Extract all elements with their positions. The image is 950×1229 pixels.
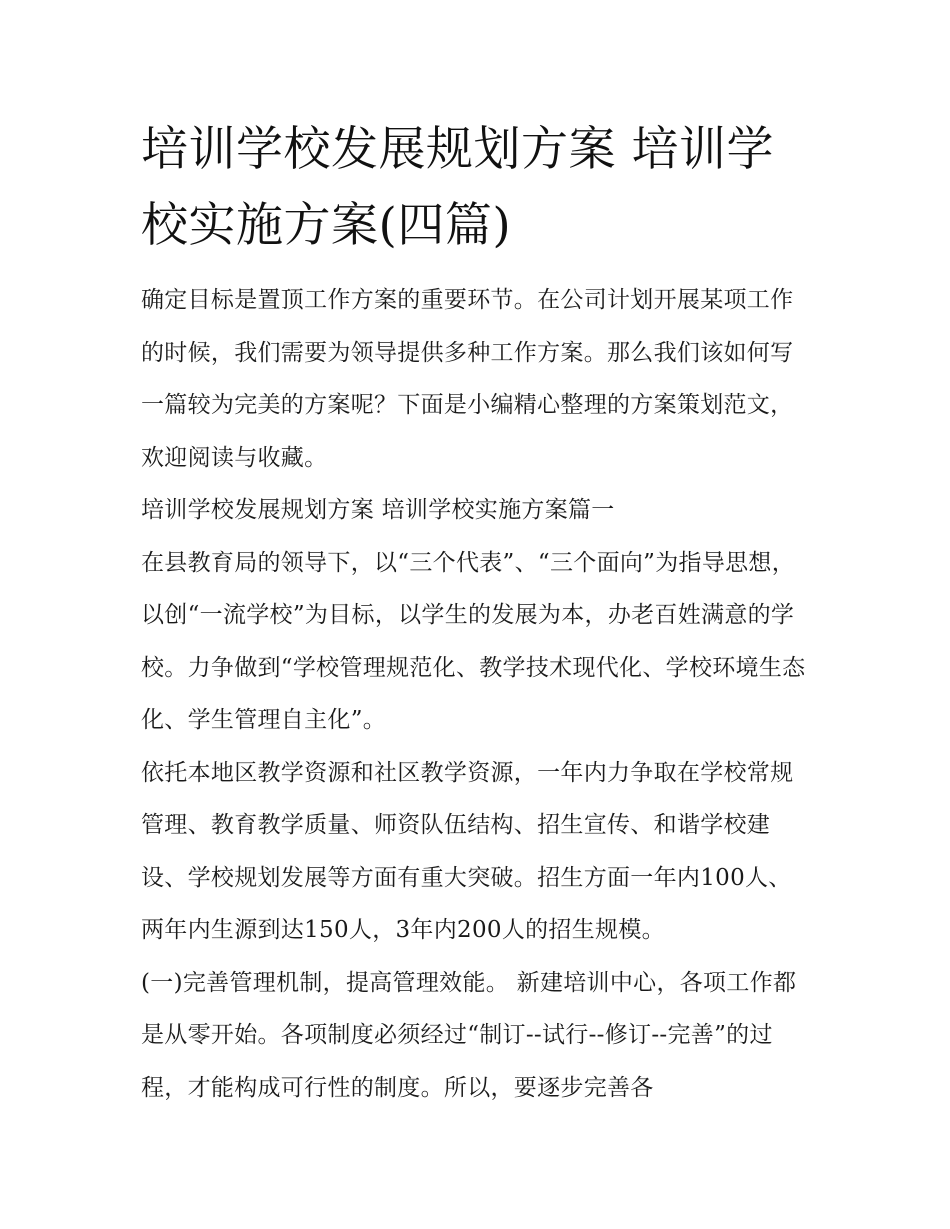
- intro-paragraph: 确定目标是置顶工作方案的重要环节。在公司计划开展某项工作的时候，我们需要为领导提供多种工作方案。那么我们该如何写一篇较为完美的方案呢？下面是小编精心整理的方案策划范文，欢迎阅读与收藏。: [141, 287, 794, 471]
- document-content: [141, 112, 813, 1114]
- section-heading: 培训学校发展规划方案 培训学校实施方案篇一: [141, 497, 615, 523]
- goals-paragraph: 依托本地区教学资源和社区教学资源，一年内力争取在学校常规管理、教育教学质量、师资队伍结构、招生宣传、和谐学校建设、学校规划发展等方面有重大突破。招生方面一年内100人、两年内生源到达150人，3年内200人的招生规模。: [141, 759, 794, 943]
- document-title: 培训学校发展规划方案 培训学校实施方案(四篇): [141, 122, 774, 253]
- guiding-thought-paragraph: 在县教育局的领导下，以“三个代表”、“三个面向”为指导思想，以创“一流学校”为目标，以学生的发展为本，办老百姓满意的学校。力争做到“学校管理规范化、教学技术现代化、学校环境生态化、学生管理自主化”。: [141, 549, 806, 733]
- management-paragraph: (一)完善管理机制，提高管理效能。 新建培训中心，各项工作都是从零开始。各项制度必须经过“制订--试行--修订--完善”的过程，才能构成可行性的制度。所以，要逐步完善各: [141, 969, 797, 1101]
- document-body: [141, 274, 813, 1114]
